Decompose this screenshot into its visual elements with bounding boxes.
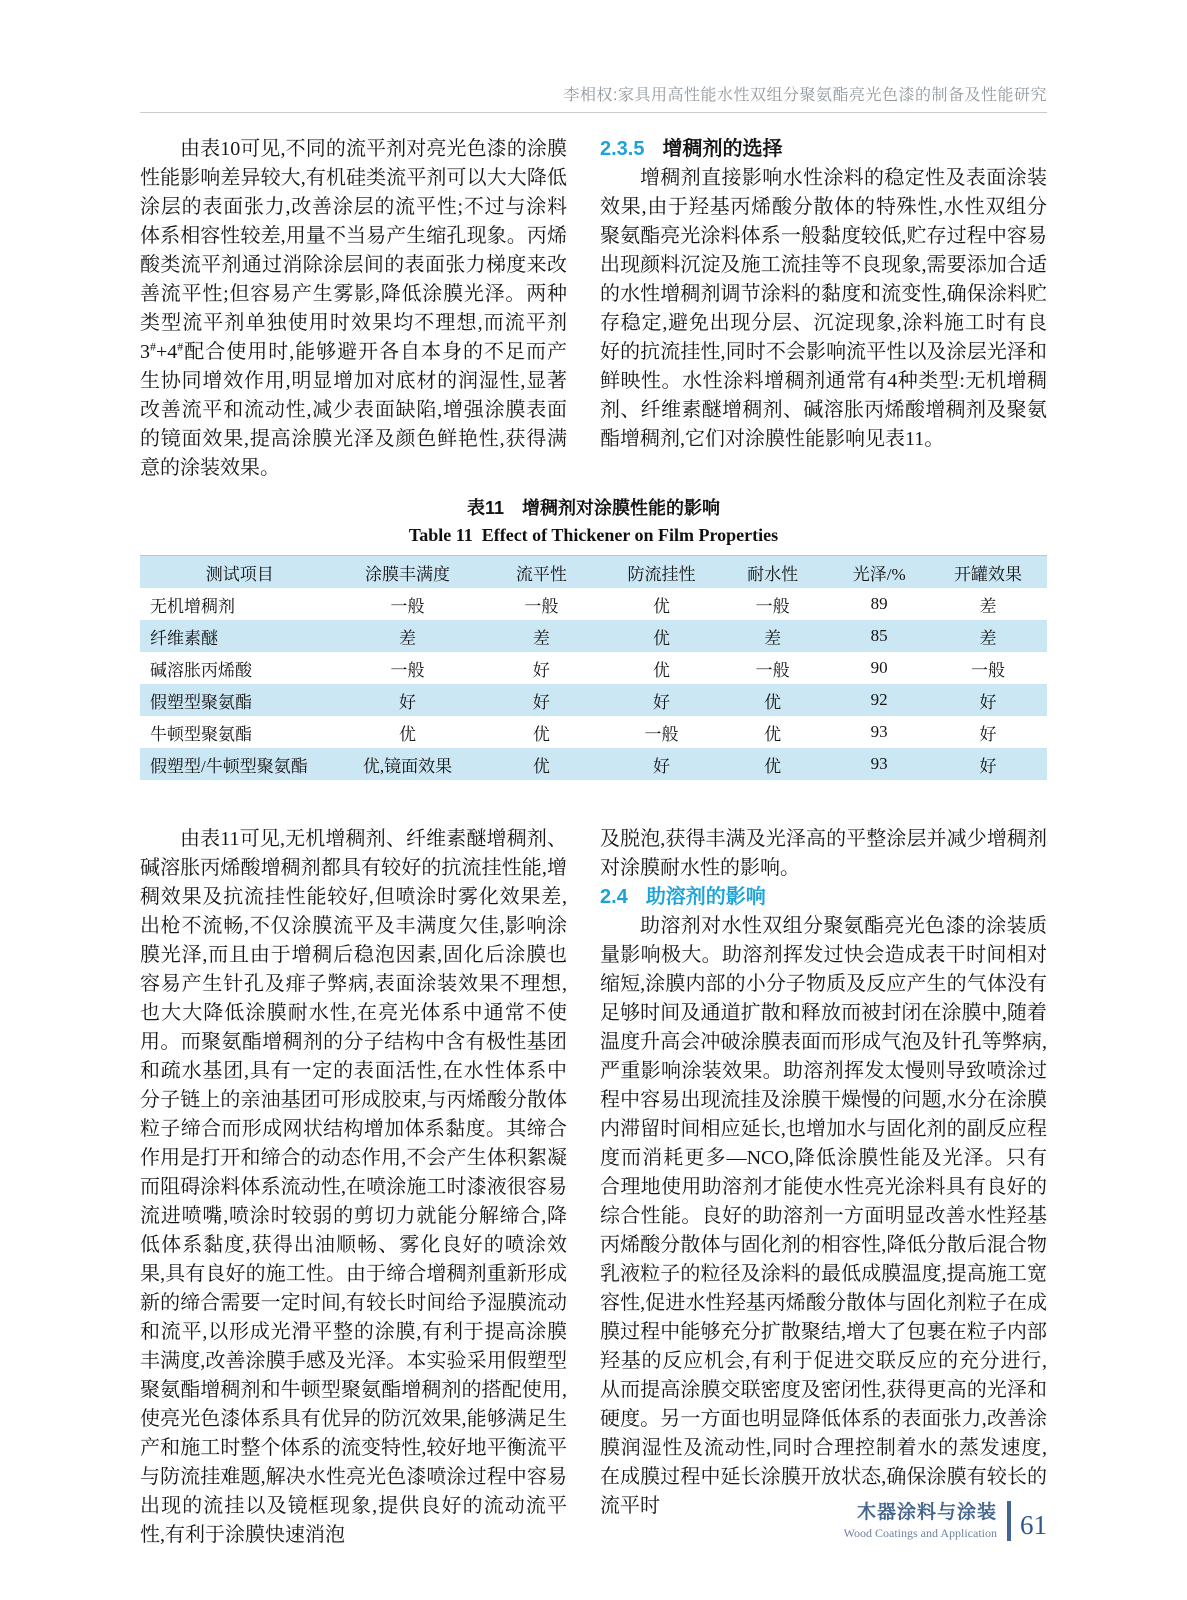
column-header: 防流挂性 (627, 564, 696, 584)
journal-name-english: Wood Coatings and Application (843, 1525, 997, 1540)
table-cell: 优 (399, 724, 417, 744)
table-row (140, 620, 1047, 652)
table-cell: 优,镜面效果 (362, 756, 453, 776)
upper-right-column (600, 135, 1047, 483)
table-section (140, 497, 1047, 780)
table-row (140, 748, 1047, 780)
section-number: 2.4 (600, 886, 628, 908)
text-segment: 配合使用时,能够避开各自本身的不足而产生协同增效作用,明显增加对底材的润湿性,显著改善流平和流动性,减少表面缺陷,增强涂膜表面的镜面效果,提高涂膜光泽及颜色鲜艳性,获得满意的涂装效果。 (140, 341, 567, 479)
table-cell: 优 (652, 628, 670, 648)
text-segment: 由表10可见,不同的流平剂对亮光色漆的涂膜性能影响差异较大,有机硅类流平剂可以大大降低涂层的表面张力,改善涂层的流平性;不过与涂料体系相容性较差,用量不当易产生缩孔现象。丙烯酸类流平剂通过消除涂层间的表面张力梯度来改善流平性;但容易产生雾影,降低涂膜光泽。两种类型流平剂单独使用时效果均不理想,而流平剂3 (140, 138, 567, 363)
table-row (140, 652, 1047, 684)
section-heading-2-4 (600, 883, 1047, 912)
table-cell: 好 (652, 692, 670, 712)
table-header-row (140, 556, 1047, 589)
table-cell: 牛顿型聚氨酯 (150, 724, 252, 744)
table-title-english: Table 11 Effect of Thickener on Film Properties (408, 525, 779, 545)
table-cell: 假塑型/牛顿型聚氨酯 (150, 756, 308, 776)
thickener-effect-table (140, 555, 1047, 780)
table-cell: 假塑型聚氨酯 (150, 692, 252, 712)
paragraph-continuation: 及脱泡,获得丰满及光泽高的平整涂层并减少增稠剂对涂膜耐水性的影响。 (600, 828, 1047, 879)
running-title: 李相权:家具用高性能水性双组分聚氨酯亮光色漆的制备及性能研究 (563, 87, 1047, 104)
table-cell: 差 (979, 596, 997, 616)
column-header: 流平性 (515, 564, 567, 584)
table-cell: 差 (532, 628, 550, 648)
table-cell: 优 (764, 724, 782, 744)
table-cell: 好 (532, 660, 550, 680)
table-cell: 优 (532, 724, 550, 744)
table-cell: 一般 (390, 596, 425, 616)
table-cell: 优 (652, 660, 670, 680)
table-cell: 好 (652, 756, 670, 776)
column-header: 测试项目 (205, 564, 274, 584)
page-footer (844, 1500, 1047, 1541)
journal-name-block (844, 1502, 997, 1540)
superscript-hash: # (177, 339, 184, 354)
table-cell: 85 (870, 626, 888, 645)
section-title: 增稠剂的选择 (662, 138, 783, 160)
page-number: 61 (1020, 1510, 1047, 1540)
superscript-hash: # (150, 339, 156, 354)
table-cell: 好 (532, 692, 550, 712)
text-segment: +4 (156, 341, 178, 363)
table-cell: 好 (979, 756, 997, 776)
table-cell: 差 (399, 628, 417, 648)
table-cell: 无机增稠剂 (150, 596, 235, 616)
section-number: 2.3.5 (600, 138, 645, 160)
table-row (140, 716, 1047, 748)
table-cell: 差 (979, 628, 997, 648)
table-cell: 一般 (755, 596, 790, 616)
column-header: 开罐效果 (954, 564, 1023, 584)
table-cell: 差 (764, 628, 782, 648)
table-cell: 优 (652, 596, 670, 616)
table-cell: 93 (870, 722, 888, 741)
table-cell: 一般 (755, 660, 790, 680)
paragraph-cosolvent: 助溶剂对水性双组分聚氨酯亮光色漆的涂装质量影响极大。助溶剂挥发过快会造成表干时间相对缩短,涂膜内部的小分子物质及反应产生的气体没有足够时间及通道扩散和释放而被封闭在涂膜中,随着温度升高会冲破涂膜表面而形成气泡及针孔等弊病,严重影响涂装效果。助溶剂挥发太慢则导致喷涂过程中容易出现流挂及涂膜干燥慢的问题,水分在涂膜内滞留时间相应延长,也增加水与固化剂的副反应程度而消耗更多—NCO,降低涂膜性能及光泽。只有合理地使用助溶剂才能使水性亮光涂料具有良好的综合性能。良好的助溶剂一方面明显改善水性羟基丙烯酸分散体与固化剂的相容性,降低分散后混合物乳液粒子的粒径及涂料的最低成膜温度,提高施工宽容性,促进水性羟基丙烯酸分散体与固化剂粒子在成膜过程中能够充分扩散聚结,增大了包裹在粒子内部羟基的反应机会,有利于促进交联反应的充分进行,从而提高涂膜交联密度及密闭性,获得更高的光泽和硬度。另一方面也明显降低体系的表面张力,改善涂膜润湿性及流动性,同时合理控制着水的蒸发速度,在成膜过程中延长涂膜开放状态,确保涂膜有较长的流平时 (600, 915, 1047, 1517)
table-cell: 优 (764, 692, 782, 712)
table-cell: 优 (764, 756, 782, 776)
lower-two-column-section (140, 825, 1047, 1550)
table-cell: 90 (870, 658, 888, 677)
table-cell: 89 (870, 594, 888, 613)
table-cell: 碱溶胀丙烯酸 (150, 660, 252, 680)
table-cell: 92 (870, 690, 888, 709)
table-cell: 一般 (971, 660, 1006, 680)
paragraph-leveling-agents (140, 135, 567, 483)
table-title-chinese: 表11 增稠剂对涂膜性能的影响 (466, 498, 721, 518)
column-header: 光泽/% (852, 564, 906, 584)
paragraph-table-discussion: 由表11可见,无机增稠剂、纤维素醚增稠剂、碱溶胀丙烯酸增稠剂都具有较好的抗流挂性能,增稠效果及抗流挂性能较好,但喷涂时雾化效果差,出枪不流畅,不仅涂膜流平及丰满度欠佳,影响涂膜光泽,而且由于增稠后稳泡因素,固化后涂膜也容易产生针孔及痱子弊病,表面涂装效果不理想,也大大降低涂膜耐水性,在亮光体系中通常不使用。而聚氨酯增稠剂的分子结构中含有极性基团和疏水基团,具有一定的表面活性,在水性体系中分子链上的亲油基团可形成胶束,与丙烯酸分散体粒子缔合而形成网状结构增加体系黏度。其缔合作用是打开和缔合的动态作用,不会产生体积絮凝而阻碍涂料体系流动性,在喷涂施工时漆液很容易流进喷嘴,喷涂时较弱的剪切力就能分解缔合,降低体系黏度,获得出油顺畅、雾化良好的喷涂效果,具有良好的施工性。由于缔合增稠剂重新形成新的缔合需要一定时间,有较长时间给予湿膜流动和流平,以形成光滑平整的涂膜,有利于提高涂膜丰满度,改善涂膜手感及光泽。本实验采用假塑型聚氨酯增稠剂和牛顿型聚氨酯增稠剂的搭配使用,使亮光色漆体系具有优异的防沉效果,能够满足生产和施工时整个体系的流变特性,较好地平衡流平与防流挂难题,解决水性亮光色漆喷涂过程中容易出现的流挂以及镜框现象,提供良好的流动流平性,有利于涂膜快速消泡 (140, 828, 567, 1546)
table-cell: 一般 (390, 660, 425, 680)
section-title: 助溶剂的影响 (645, 886, 766, 908)
upper-left-column (140, 135, 567, 483)
table-cell: 纤维素醚 (150, 628, 218, 648)
lower-left-column (140, 825, 567, 1550)
table-row (140, 588, 1047, 620)
column-header: 耐水性 (747, 564, 799, 584)
upper-two-column-section (140, 135, 1047, 483)
section-heading-2-3-5 (600, 135, 1047, 164)
column-header: 涂膜丰满度 (365, 564, 451, 584)
table-cell: 一般 (524, 596, 559, 616)
journal-name-chinese: 木器涂料与涂装 (856, 1501, 997, 1523)
paragraph-thickener-intro: 增稠剂直接影响水性涂料的稳定性及表面涂装效果,由于羟基丙烯酸分散体的特殊性,水性双组分聚氨酯亮光涂料体系一般黏度较低,贮存过程中容易出现颜料沉淀及施工流挂等不良现象,需要添加合适的水性增稠剂调节涂料的黏度和流变性,确保涂料贮存稳定,避免出现分层、沉淀现象,涂料施工时有良好的抗流挂性,同时不会影响流平性以及涂层光泽和鲜映性。水性涂料增稠剂通常有4种类型:无机增稠剂、纤维素醚增稠剂、碱溶胀丙烯酸增稠剂及聚氨酯增稠剂,它们对涂膜性能影响见表11。 (600, 167, 1047, 450)
table-row (140, 684, 1047, 716)
lower-right-column (600, 825, 1047, 1550)
table-cell: 好 (979, 724, 997, 744)
table-cell: 一般 (644, 724, 679, 744)
table-cell: 93 (870, 754, 888, 773)
table-cell: 好 (399, 692, 417, 712)
footer-divider-bar (1007, 1501, 1011, 1541)
header-rule (140, 112, 1047, 113)
table-cell: 优 (532, 756, 550, 776)
table-cell: 好 (979, 692, 997, 712)
table-body (140, 588, 1047, 780)
